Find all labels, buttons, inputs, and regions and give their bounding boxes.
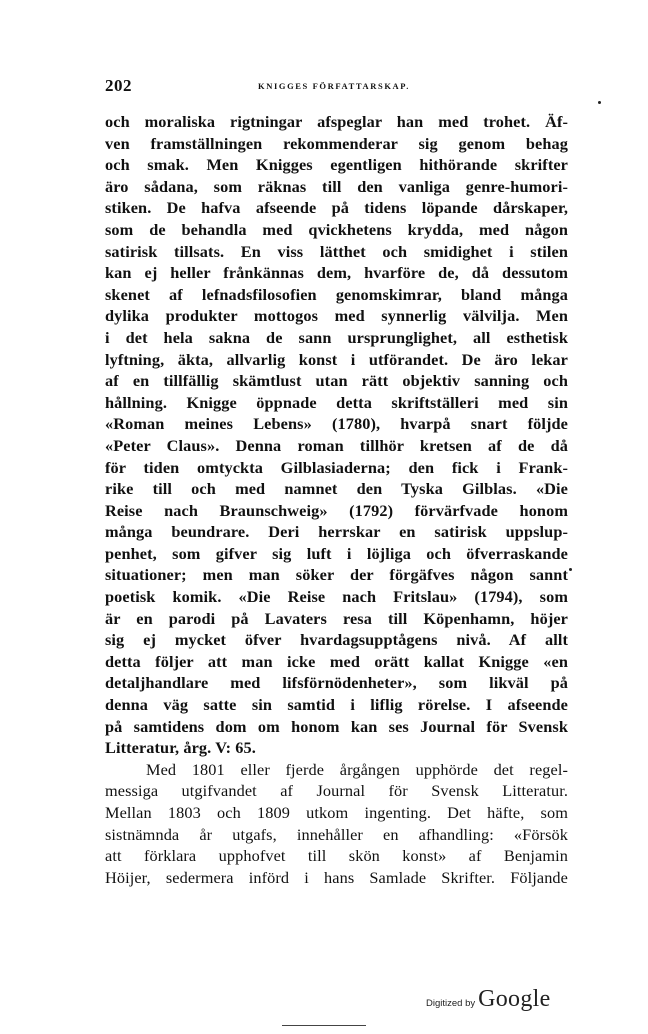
text-line: att förklara upphofvet till skön konst» af Benjamin xyxy=(105,846,568,866)
text-line: Litteratur, årg. V: 65. xyxy=(105,738,256,758)
text-line: hållning. Knigge öppnade detta skriftställeri med sin xyxy=(105,392,568,412)
text-line: och moraliska rigtningar afspeglar han med trohet. Äf- xyxy=(105,112,568,131)
stray-dot-top-right xyxy=(598,101,601,104)
text-line: kan ej heller frånkännas dem, hvarföre de, då dessutom xyxy=(105,263,568,283)
text-line: detta följer att man icke med orätt kallat Knigge «en xyxy=(105,651,568,671)
text-line: och smak. Men Knigges egentligen hithörande skrifter xyxy=(105,155,568,175)
text-line: rike till och med namnet den Tyska Gilblas. «Die xyxy=(105,479,568,499)
text-line: «Peter Claus». Denna roman tillhör kretsen af de då xyxy=(105,435,568,455)
text-line: detaljhandlare med lifsförnödenheter», som likväl på xyxy=(105,673,568,693)
body-text xyxy=(105,111,568,888)
text-line: «Roman meines Lebens» (1780), hvarpå snart följde xyxy=(105,414,568,434)
text-line: ven framställningen rekommenderar sig genom behag xyxy=(105,133,568,153)
text-line: för tiden omtyckta Gilblasiaderna; den fick i Frank- xyxy=(105,457,568,477)
text-line: denna väg satte sin samtid i liflig rörelse. I afseende xyxy=(105,695,568,715)
text-line: många beundrare. Deri herrskar en satirisk uppslup- xyxy=(105,522,568,542)
text-line: Höijer, sedermera införd i hans Samlade Skrifter. Följande xyxy=(105,867,568,887)
text-line: af en tillfällig skämtlust utan rätt objektiv sanning och xyxy=(105,371,568,391)
text-line: situationer; men man söker der förgäfves någon sannt xyxy=(105,565,568,585)
text-line: är en parodi på Lavaters resa till Köpenhamn, höjer xyxy=(105,608,568,628)
text-line: Mellan 1803 och 1809 utkom ingenting. Det häfte, som xyxy=(105,803,568,822)
text-line: poetisk komik. «Die Reise nach Fritslau» (1794), som xyxy=(105,587,568,607)
text-line: Med 1801 eller fjerde årgången upphörde det regel- xyxy=(146,759,568,779)
text-line: sig ej mycket öfver hvardagsupptågens nivå. Af allt xyxy=(105,630,568,650)
text-line: på samtidens dom om honom kan ses Journal för Svensk xyxy=(105,716,568,736)
digitization-watermark xyxy=(426,986,551,1013)
stray-dot-margin xyxy=(569,568,572,571)
text-line: dylika produkter mottogos med synnerlig välvilja. Men xyxy=(105,306,568,326)
text-line: i det hela sakna de sann ursprunglighet, all esthetisk xyxy=(105,327,568,347)
text-line: satirisk tillsats. En viss lätthet och smidighet i stilen xyxy=(105,241,568,261)
text-line: skenet af lefnadsfilosofien genomskimrar, bland många xyxy=(105,284,568,304)
text-line: stiken. De hafva afseende på tidens löpande dårskaper, xyxy=(105,198,568,218)
text-line: sistnämnda år utgafs, innehåller en afhandling: «Försök xyxy=(105,824,568,844)
bottom-rule xyxy=(282,1025,366,1026)
text-line: lyftning, äkta, allvarlig konst i utförandet. De äro lekar xyxy=(105,349,568,369)
running-head: KNIGGES FÖRFATTARSKAP. xyxy=(258,81,411,91)
digitized-by-label: Digitized by xyxy=(426,998,476,1009)
text-line: Reise nach Braunschweig» (1792) förvärfvade honom xyxy=(105,500,568,520)
text-line: som de behandla med qvickhetens krydda, med någon xyxy=(105,219,568,239)
text-line: penhet, som gifver sig luft i löjliga och öfverraskande xyxy=(105,543,568,563)
google-logo: Google xyxy=(478,986,551,1012)
page-number: 202 xyxy=(105,76,132,95)
text-line: äro sådana, som räknas till den vanliga genre-humori- xyxy=(105,176,568,196)
text-line: messiga utgifvandet af Journal för Svensk Litteratur. xyxy=(105,781,568,801)
